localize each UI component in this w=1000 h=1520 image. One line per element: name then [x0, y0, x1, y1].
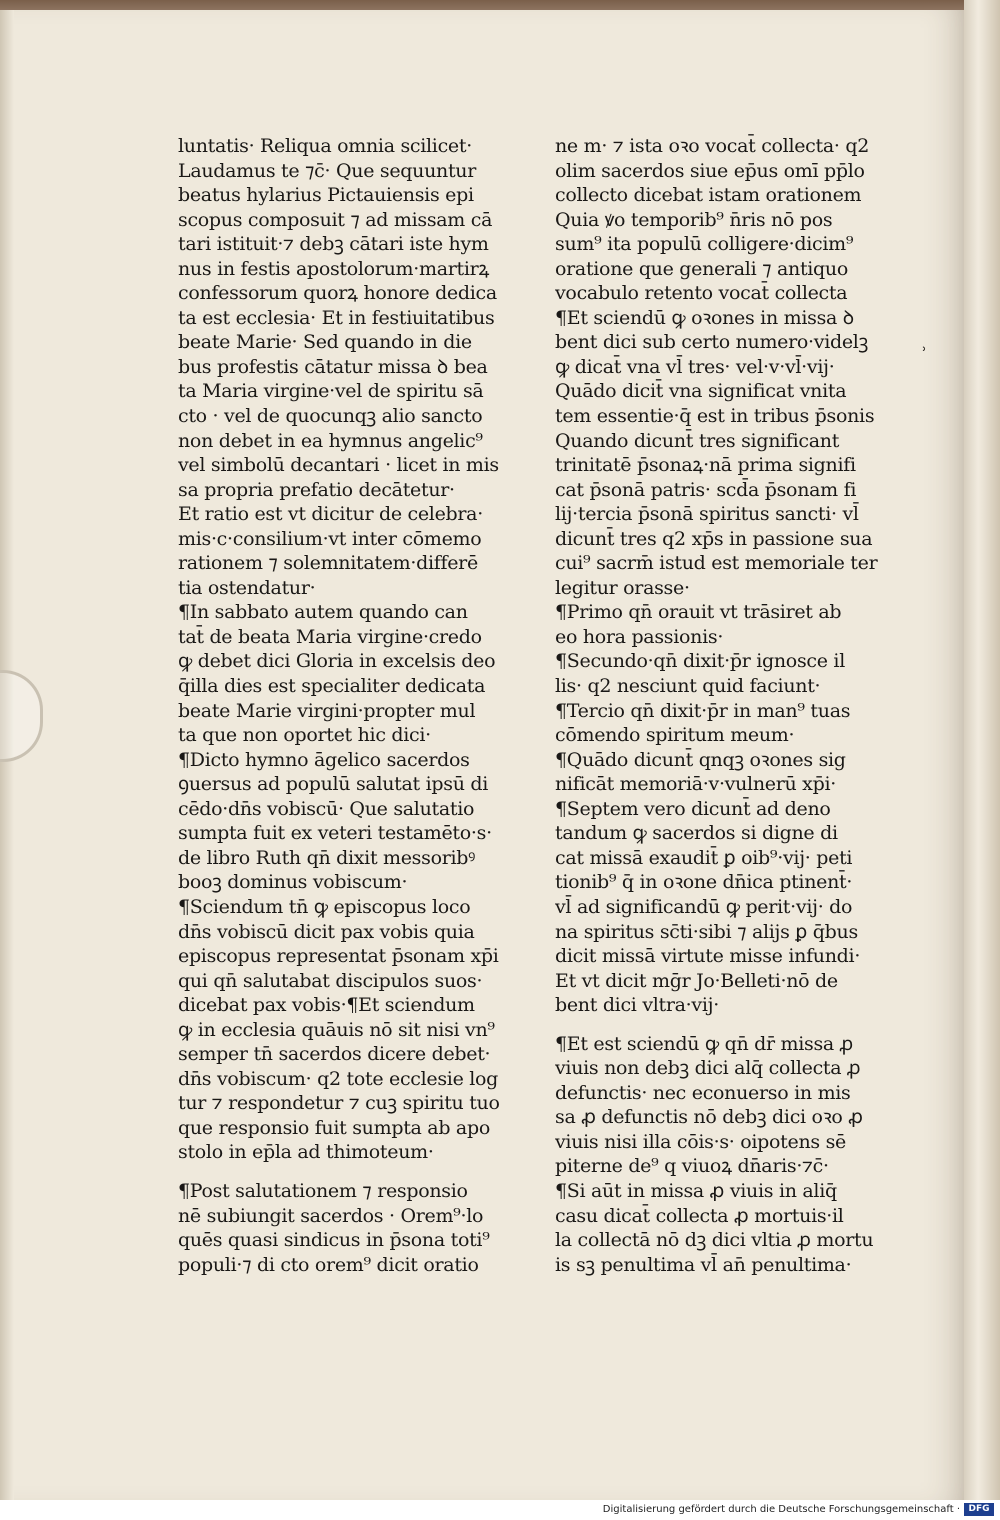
text-line: ¶Et sciendū ꝙ oꝛones in missa ꝺ [555, 306, 854, 329]
text-line: tandum ꝙ sacerdos si digne di [555, 822, 838, 845]
text-line: Et ratio est vt dicitur de celebra· [178, 503, 483, 526]
text-line: Quādo dicit̄ vna significat vnita [555, 380, 847, 403]
paragraph-gap [178, 1165, 518, 1179]
text-line: vocabulo retento vocat̄ collecta [555, 282, 848, 305]
text-line: cōmendo spiritum meum· [555, 724, 795, 747]
text-line: ta Maria virgine·vel de spiritu sā [178, 380, 484, 403]
funding-notice: Digitalisierung gefördert durch die Deutsche Forschungsgemeinschaft · [602, 1504, 960, 1515]
text-line: ¶Quādo dicunt̄ qnqꝫ oꝛones sig [555, 748, 846, 771]
text-line: q̄illa dies est specialiter dedicata [178, 675, 486, 698]
text-line: confessorum quorꝝ honore dedica [178, 282, 497, 305]
text-line: de libro Ruth qn̄ dixit messoribꝰ [178, 846, 476, 869]
text-line: trinitatē p̄sonaꝝ·nā prima signifi [555, 454, 856, 477]
text-line: ꝙ dicat̄ vna vl̄ tres· vel·v·vl̄·vij· [555, 355, 835, 378]
text-line: scopus composuit ⁊ ad missam cā [178, 208, 493, 231]
text-line: olim sacerdos siue ep̄us omī pp̄lo [555, 159, 865, 182]
text-line: na spiritus sc̄ti·sibi ⁊ alijs ꝑ q̄bus [555, 920, 858, 943]
text-line: cui⁹ sacrm̄ istud est memoriale ter [555, 552, 878, 575]
text-line: bus profestis cātatur missa ꝺ bea [178, 355, 488, 378]
margin-mark: ʾ [922, 344, 927, 363]
text-line: ꝙ in ecclesia quāuis nō sit nisi vn⁹ [178, 1018, 495, 1041]
text-line: lis· q2 nesciunt quid faciunt· [555, 675, 821, 698]
text-line: tari istituit·⁊ debꝫ cātari iste hym [178, 233, 489, 256]
text-line: ¶Primo qn̄ orauit vt trāsiret ab [555, 601, 842, 624]
text-line: bent dici vltra·vij· [555, 994, 719, 1017]
text-line: dn̄s vobiscū dicit pax vobis quia [178, 920, 475, 943]
text-line: legitur orasse· [555, 576, 690, 599]
text-line: luntatis· Reliqua omnia scilicet· [178, 135, 472, 157]
text-line: sa ꝓ defunctis nō debꝫ dici oꝛo ꝓ [555, 1106, 863, 1129]
text-line: cat missā exaudit̄ ꝑ oib⁹·vij· peti [555, 846, 853, 869]
text-line: ¶Tercio qn̄ dixit·p̄r in man⁹ tuas [555, 699, 851, 722]
text-line: nificāt memoriā·v·vulnerū xp̄i· [555, 773, 836, 796]
text-line: sum⁹ ita populū colligere·dicim⁹ [555, 233, 854, 256]
paragraph-gap [555, 1018, 885, 1032]
text-line: tem essentie·q̄ est in tribus p̄sonis [555, 405, 875, 428]
text-line: tat̄ de beata Maria virgine·credo [178, 625, 482, 648]
text-line: viuis nisi illa cōis·s· oipotens sē [555, 1130, 846, 1153]
text-line: la collectā nō dꝫ dici vltia ꝓ mortu [555, 1229, 874, 1252]
text-line: ¶Sciendum tn̄ ꝙ episcopus loco [178, 895, 471, 918]
text-line: non debet in ea hymnus angelic⁹ [178, 429, 483, 452]
text-line: ¶Et est sciendū ꝙ qn̄ dr̄ missa ꝓ [555, 1032, 853, 1055]
text-line: collecto dicebat istam orationem [555, 184, 862, 207]
text-line: cēdo·dn̄s vobiscū· Que salutatio [178, 797, 475, 820]
text-line: Et vt dicit mḡr Jo·Belleti·nō de [555, 969, 838, 992]
text-line: eo hora passionis· [555, 625, 724, 648]
text-line: ¶Post salutationem ⁊ responsio [178, 1179, 468, 1202]
text-line: dicit missā virtute misse infundi· [555, 945, 861, 968]
text-line: populi·⁊ di cto orem⁹ dicit oratio [178, 1253, 479, 1276]
text-line: dn̄s vobiscum· q2 tote ecclesie log [178, 1067, 499, 1090]
text-line: tionib⁹ q̄ in oꝛone dn̄ica ptinent̄· [555, 871, 853, 894]
text-line: nus in festis apostolorum·martirꝝ [178, 257, 490, 280]
text-line: cto · vel de quocunqꝫ alio sancto [178, 405, 483, 428]
text-line: ¶Secundo·qn̄ dixit·p̄r ignosce il [555, 650, 845, 673]
text-line: que responsio fuit sumpta ab apo [178, 1116, 490, 1139]
text-line: casu dicat̄ collecta ꝓ mortuis·il [555, 1204, 844, 1227]
text-line: quēs quasi sindicus in p̄sona toti⁹ [178, 1229, 490, 1252]
text-line: Laudamus te ⁊c̄· Que sequuntur [178, 159, 477, 182]
text-line: bent dici sub certo numero·videlꝫ [555, 331, 868, 354]
text-line: ¶Dicto hymno āgelico sacerdos [178, 748, 470, 771]
text-line: ¶Septem vero dicunt̄ ad deno [555, 797, 831, 820]
text-line: dicebat pax vobis·¶Et sciendum [178, 994, 475, 1017]
left-text-column [178, 134, 518, 1277]
text-line: stolo in ep̄la ad thimoteum· [178, 1141, 434, 1164]
text-line: tia ostendatur· [178, 576, 316, 599]
text-line: cat p̄sonā patris· scd̄a p̄sonam fi [555, 478, 857, 501]
text-line: ta est ecclesia· Et in festiuitatibus [178, 306, 495, 329]
text-line: mis·c·consilium·vt inter cōmemo [178, 527, 482, 550]
text-line: ne m· ⁊ ista oꝛo vocat̄ collecta· q2 [555, 135, 870, 157]
text-line: semper tn̄ sacerdos dicere debet· [178, 1043, 491, 1066]
text-line: sa propria prefatio decātetur· [178, 478, 455, 501]
footer-bar [0, 1500, 1000, 1520]
text-line: is sꝫ penultima vl̄ an̄ penultima· [555, 1253, 852, 1276]
text-line: nē subiungit sacerdos · Orem⁹·lo [178, 1204, 484, 1227]
right-text-column [555, 134, 885, 1277]
text-line: viuis non debꝫ dici alq̄ collecta ꝓ [555, 1057, 861, 1080]
text-line: rationem ⁊ solemnitatem·differē [178, 552, 478, 575]
text-line: ta que non oportet hic dici· [178, 724, 431, 747]
text-line: vel simbolū decantari · licet in mis [178, 454, 499, 477]
text-line: ¶In sabbato autem quando can [178, 601, 468, 624]
dfg-logo: DFG [964, 1503, 994, 1516]
text-line: ꝙ debet dici Gloria in excelsis deo [178, 650, 496, 673]
text-line: tur ⁊ respondetur ⁊ cuꝫ spiritu tuo [178, 1092, 500, 1115]
text-line: beate Marie· Sed quando in die [178, 331, 472, 354]
text-line: ꝯuersus ad populū salutat ipsū di [178, 773, 489, 796]
text-line: episcopus representat p̄sonam xp̄i [178, 945, 499, 968]
text-line: oratione que generali ⁊ antiquo [555, 257, 848, 280]
text-line: booꝫ dominus vobiscum· [178, 871, 408, 894]
text-line: beate Marie virgini·propter mul [178, 699, 476, 722]
text-line: ¶Si aūt in missa ꝓ viuis in aliq̄ [555, 1179, 837, 1202]
text-line: beatus hylarius Pictauiensis epi [178, 184, 474, 207]
page-edge-right [964, 0, 1000, 1500]
text-line: lij·tercia p̄sonā spiritus sancti· vl̄ [555, 503, 859, 526]
text-line: qui qn̄ salutabat discipulos suos· [178, 969, 483, 992]
text-line: dicunt̄ tres q2 xp̄s in passione sua [555, 527, 873, 550]
text-line: sumpta fuit ex veteri testamēto·s· [178, 822, 492, 845]
text-line: Quando dicunt̄ tres significant [555, 429, 840, 452]
text-line: piterne de⁹ q viuoꝝ dn̄aris·⁊c̄· [555, 1155, 829, 1178]
text-line: vl̄ ad significandū ꝙ perit·vij· do [555, 895, 853, 918]
text-line: Quia ꝟo temporib⁹ n̄ris nō pos [555, 208, 833, 231]
text-line: defunctis· nec econuerso in mis [555, 1081, 851, 1104]
